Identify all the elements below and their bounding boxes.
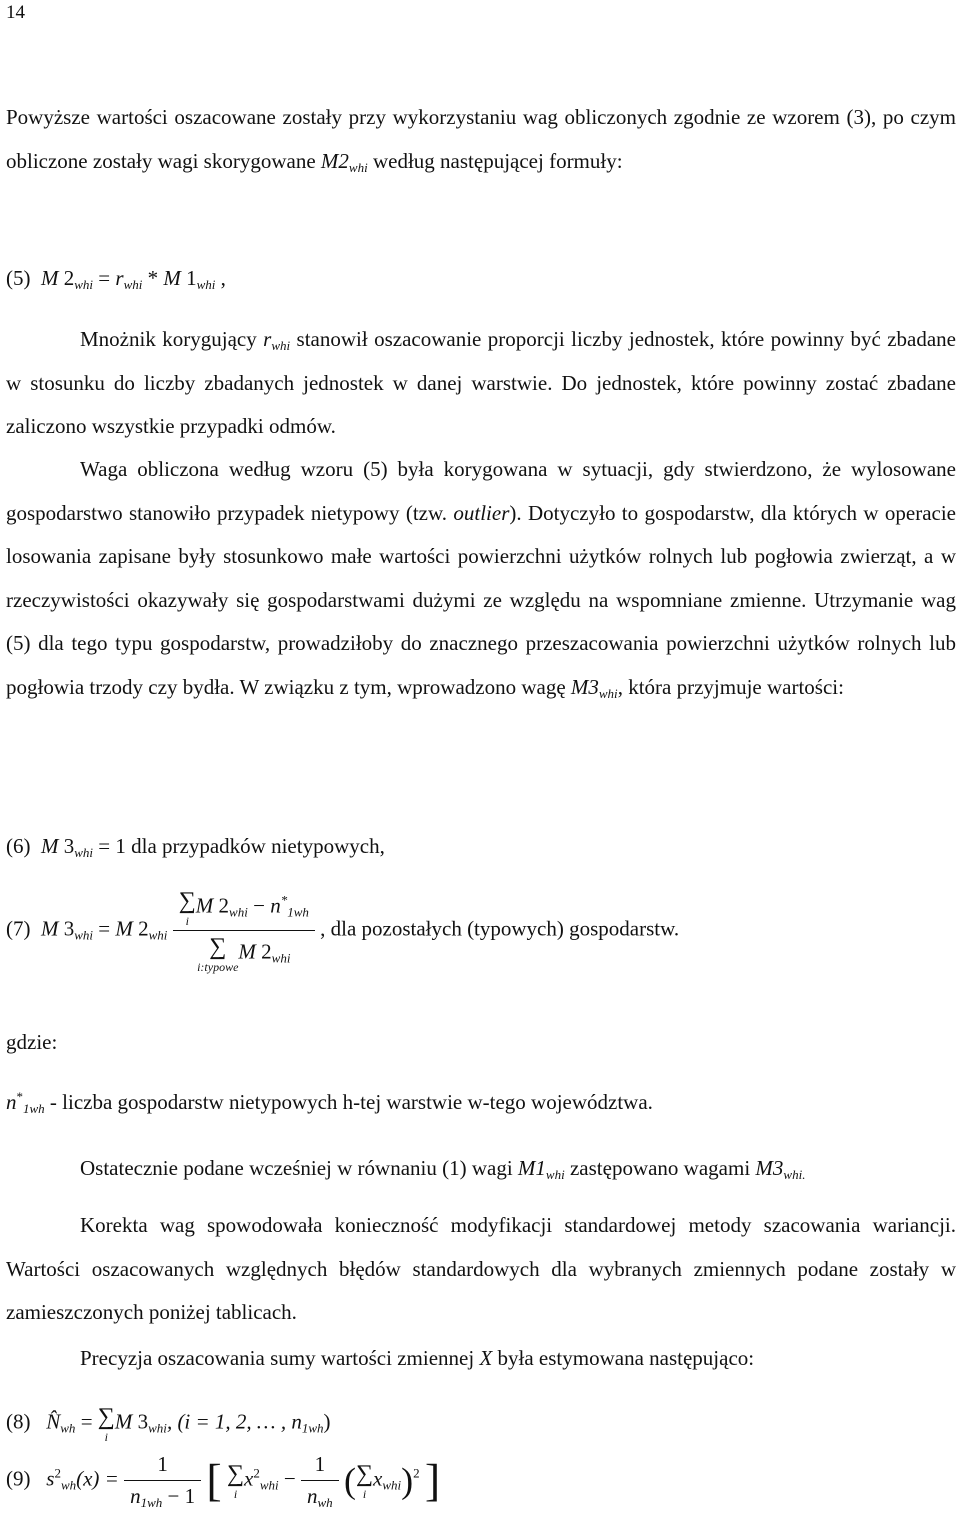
eq9-sum1: ∑ xyxy=(226,1461,245,1487)
replacement-sub-m1: whi xyxy=(545,1167,565,1182)
definition-n1wh xyxy=(6,1090,653,1115)
eq5-sub2: whi xyxy=(123,277,143,292)
eq6-m: M xyxy=(41,834,59,858)
eq7-den-under: i:typowe xyxy=(197,960,239,974)
eq7-m: M xyxy=(41,916,59,941)
eq9-f1-den-rest: − 1 xyxy=(162,1484,196,1508)
eq7-n2: 2 xyxy=(132,916,149,941)
paragraph-multiplier xyxy=(6,318,956,449)
paragraph-precision xyxy=(80,1346,754,1371)
eq9-open-paren: ( xyxy=(343,1460,356,1501)
eq9-f1-den-n: n xyxy=(130,1484,141,1508)
equation-6 xyxy=(6,834,385,859)
replacement-text-b: zastępowano wagami xyxy=(564,1156,756,1180)
def-n: n xyxy=(6,1090,17,1114)
eq7-n: n xyxy=(270,893,281,918)
eq9-f2-num: 1 xyxy=(301,1452,339,1481)
equation-8 xyxy=(6,1404,331,1443)
eq7-n-sub: 1wh xyxy=(287,904,309,920)
eq7-n3: 3 xyxy=(58,916,75,941)
eq7-num-n2: 2 xyxy=(213,893,230,918)
eq5-sub3: whi xyxy=(196,277,216,292)
eq6-n3: 3 xyxy=(58,834,75,858)
eq9-x1-sub: whi xyxy=(259,1477,279,1493)
eq9-s-sub: wh xyxy=(60,1477,77,1493)
eq9-f2-den-sub: wh xyxy=(317,1495,333,1510)
eq9-x1-sup: 2 xyxy=(253,1465,260,1481)
eq9-close-paren: ) xyxy=(401,1460,414,1501)
intro-text-a: Powyższe wartości oszacowane zostały przy wykorzystaniu wag obliczonych zgodnie ze wzorem (3), po czym obliczone zostały wagi skorygowane xyxy=(6,105,956,173)
page-number: 14 xyxy=(6,2,25,23)
outlier-text-c: , która przyjmuje wartości: xyxy=(617,674,844,699)
eq5-comma: , xyxy=(215,266,226,290)
precision-var-x: X xyxy=(479,1346,493,1370)
eq6-text: dla przypadków nietypowych, xyxy=(125,834,385,858)
eq7-label: (7) xyxy=(6,916,31,941)
eq9-minus: − xyxy=(278,1466,302,1491)
eq7-num-sub: whi xyxy=(229,904,248,920)
eq9-s: s xyxy=(46,1466,55,1491)
eq5-label: (5) xyxy=(6,266,31,290)
eq9-under1: i xyxy=(233,1487,238,1501)
eq6-rhs: = 1 xyxy=(93,834,126,858)
outlier-text-a: Waga obliczona według wzoru (5) była korygowana w sytuacji, gdy stwierdzono, że wylosowane gospodarstwo stanowiło przypadek nietypowy (tzw. xyxy=(6,457,956,525)
eq9-x1: x xyxy=(244,1466,254,1491)
eq8-lhs-sub: wh xyxy=(60,1420,76,1436)
eq5-star: * xyxy=(142,266,164,290)
eq8-label: (8) xyxy=(6,1409,31,1434)
eq7-num-sum: ∑ xyxy=(178,888,196,914)
def-text: - liczba gospodarstw nietypowych h-tej warstwie w-tego województwa. xyxy=(44,1090,653,1114)
eq9-close-bracket: ] xyxy=(424,1454,441,1506)
eq8-eq: = xyxy=(75,1409,98,1434)
intro-text-b: według następującej formuły: xyxy=(367,148,623,173)
replacement-sub-m3: whi. xyxy=(783,1167,806,1182)
eq8-sum: ∑ xyxy=(97,1404,115,1430)
eq7-sub2: whi xyxy=(148,927,168,943)
eq5-m1: M xyxy=(163,266,181,290)
eq9-s-sup: 2 xyxy=(54,1465,61,1481)
def-n-sub: 1wh xyxy=(23,1101,45,1116)
multiplier-text-b: stanowił oszacowanie proporcji liczby jednostek, które powinny być zbadane w stosunku do liczby zbadanych jednostek w danej warstwie. Do jednostek, które powinny zostać zbadane zaliczono wszystkie przypadki odmów. xyxy=(6,327,957,438)
eq7-den-sub: whi xyxy=(271,950,291,966)
eq9-under2: i xyxy=(362,1487,367,1501)
outlier-var-m3: M3 xyxy=(570,674,599,699)
eq9-fraction-1 xyxy=(124,1452,201,1509)
eq9-outer-sup: 2 xyxy=(413,1465,420,1481)
eq8-rest-sub: 1wh xyxy=(301,1420,324,1436)
eq9-open-bracket: [ xyxy=(206,1454,222,1506)
replacement-var-m3: M3 xyxy=(755,1156,784,1180)
eq5-n1: 1 xyxy=(180,266,197,290)
replacement-text-a: Ostatecznie podane wcześniej w równaniu (1) wagi xyxy=(80,1156,518,1180)
multiplier-var-r: r xyxy=(263,327,272,351)
eq8-m: M xyxy=(114,1409,133,1434)
eq7-minus: − xyxy=(247,893,271,918)
equation-5 xyxy=(6,266,226,291)
eq5-eq: = xyxy=(93,266,116,290)
eq5-n2: 2 xyxy=(58,266,75,290)
paragraph-replacement xyxy=(80,1156,805,1181)
outlier-term: outlier xyxy=(453,500,510,525)
replacement-var-m1: M1 xyxy=(517,1156,546,1180)
intro-var-m2: M2 xyxy=(320,148,349,173)
multiplier-text-a: Mnożnik korygujący xyxy=(80,327,264,351)
eq8-nhat: N̂ xyxy=(46,1409,61,1434)
eq9-x2-sub: whi xyxy=(382,1477,402,1493)
eq7-den-m: M xyxy=(238,939,256,964)
eq6-label: (6) xyxy=(6,834,31,858)
eq7-num-m: M xyxy=(195,893,214,918)
eq7-m2: M xyxy=(115,916,133,941)
eq7-den-sum: ∑ xyxy=(209,934,227,960)
precision-text-b: była estymowana następująco: xyxy=(492,1346,755,1370)
eq9-fraction-2 xyxy=(301,1452,339,1509)
eq7-num-under: i xyxy=(185,914,189,928)
equation-9 xyxy=(6,1452,440,1509)
intro-var-sub: whi xyxy=(348,159,368,175)
outlier-text-b: ). Dotyczyło to gospodarstw, dla których w operacie losowania zapisane były stosunkowo małe wartości powierzchni użytków rolnych lub pogłowia zwierząt, a w rzeczywistości okazywały się gospodarstwami dużymi ze względu na wspomniane zmienne. Utrzymanie wag (5) dla tego typu gospodarstw, prowadziłoby do znacznego przeszacowania powierzchni użytków rolnych lub pogłowia trzody czy bydła. W związku z tym, wprowadzono wagę xyxy=(6,500,956,699)
eq9-f2-den-n: n xyxy=(307,1484,318,1508)
eq9-label: (9) xyxy=(6,1466,31,1491)
eq9-x2: x xyxy=(373,1466,383,1491)
eq7-denominator xyxy=(173,931,315,973)
eq8-close: ) xyxy=(323,1409,331,1434)
eq7-sub1: whi xyxy=(74,927,94,943)
eq9-sum2: ∑ xyxy=(355,1461,374,1487)
eq5-sub1: whi xyxy=(74,277,94,292)
where-label: gdzie: xyxy=(6,1030,58,1054)
eq5-r: r xyxy=(115,266,124,290)
paragraph-variance: Korekta wag spowodowała konieczność modyfikacji standardowej metody szacowania wariancji. Wartości oszacowanych względnych błędów standardowych dla wybranych zmiennych podane zostały w zamieszczonych poniżej tablicach. xyxy=(6,1213,956,1324)
eq7-n-sup: * xyxy=(280,892,288,908)
eq7-eq: = xyxy=(93,916,116,941)
equation-7 xyxy=(6,888,679,973)
eq9-f1-den xyxy=(124,1481,201,1509)
eq9-f1-num: 1 xyxy=(124,1452,201,1481)
eq7-numerator xyxy=(173,888,315,931)
eq5-m: M xyxy=(41,266,59,290)
outlier-var-sub: whi xyxy=(598,685,618,701)
eq7-fraction xyxy=(173,888,315,973)
eq8-sub: whi xyxy=(148,1420,167,1436)
eq7-den-n2: 2 xyxy=(255,939,272,964)
paragraph-outlier xyxy=(6,448,956,709)
multiplier-var-sub: whi xyxy=(271,338,291,353)
eq9-f2-den xyxy=(301,1481,339,1509)
eq8-under: i xyxy=(104,1430,108,1444)
eq8-rest: , (i = 1, 2, … , n xyxy=(166,1409,302,1434)
eq7-text: , dla pozostałych (typowych) gospodarstw. xyxy=(320,916,680,941)
eq9-arg: (x) = xyxy=(76,1466,125,1491)
eq8-n3: 3 xyxy=(132,1409,149,1434)
precision-text-a: Precyzja oszacowania sumy wartości zmiennej xyxy=(80,1346,480,1370)
paragraph-intro xyxy=(6,96,956,183)
eq6-sub: whi xyxy=(74,845,94,860)
def-n-sup: * xyxy=(16,1089,23,1104)
eq9-f1-den-sub: 1wh xyxy=(140,1495,163,1510)
